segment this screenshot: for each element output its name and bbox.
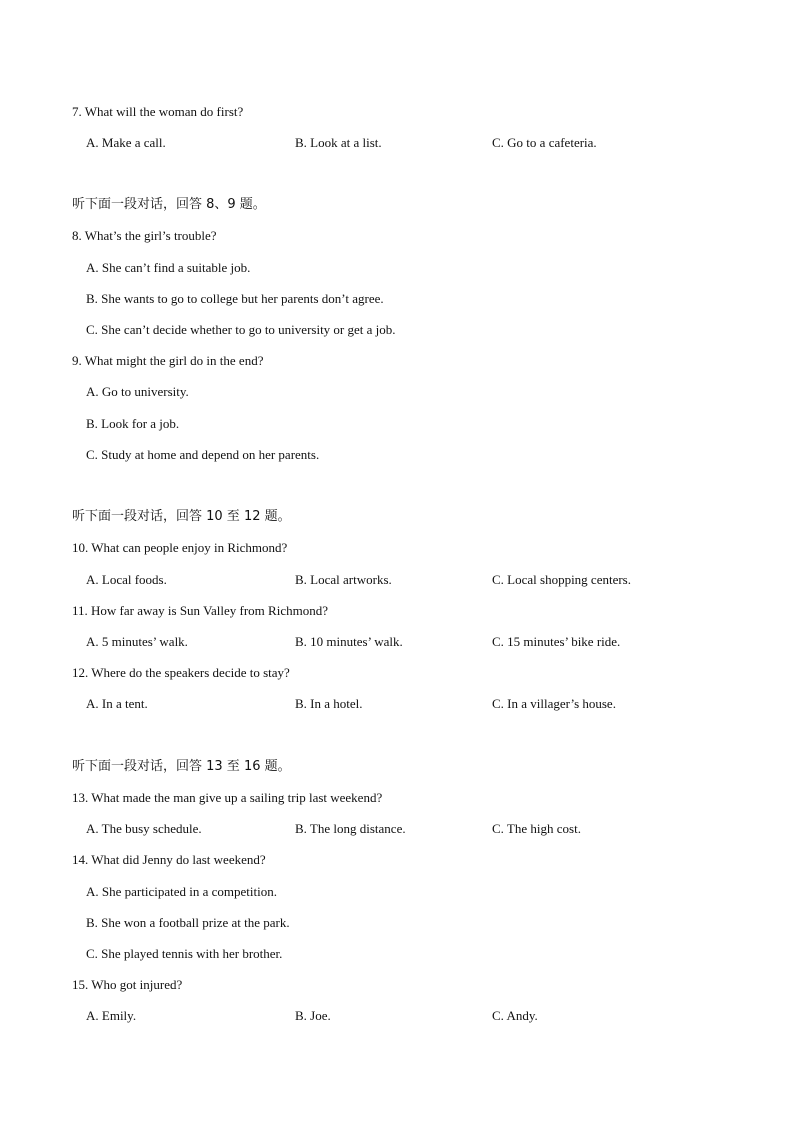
q13-option-a: A. The busy schedule. bbox=[86, 821, 202, 836]
q10-option-a: A. Local foods. bbox=[86, 572, 167, 587]
q10-option-c: C. Local shopping centers. bbox=[492, 572, 631, 587]
q8-option-a: A. She can’t find a suitable job. bbox=[86, 260, 251, 275]
question-11: 11. How far away is Sun Valley from Richmond? bbox=[72, 603, 328, 618]
q12-option-a: A. In a tent. bbox=[86, 696, 148, 711]
question-12: 12. Where do the speakers decide to stay? bbox=[72, 665, 290, 680]
q9-option-b: B. Look for a job. bbox=[86, 416, 180, 431]
q11-option-b: B. 10 minutes’ walk. bbox=[295, 634, 403, 649]
q12-option-b: B. In a hotel. bbox=[295, 696, 363, 711]
question-15: 15. Who got injured? bbox=[72, 977, 183, 992]
q15-option-b: B. Joe. bbox=[295, 1008, 331, 1023]
question-14: 14. What did Jenny do last weekend? bbox=[72, 852, 266, 867]
q13-option-c: C. The high cost. bbox=[492, 821, 581, 836]
question-9: 9. What might the girl do in the end? bbox=[72, 353, 264, 368]
q14-option-b: B. She won a football prize at the park. bbox=[86, 915, 290, 930]
q10-option-b: B. Local artworks. bbox=[295, 572, 392, 587]
section-heading-8-9: 听下面一段对话，回答 8、9 题。 bbox=[72, 197, 266, 212]
q14-option-a: A. She participated in a competition. bbox=[86, 884, 277, 899]
q15-option-c: C. Andy. bbox=[492, 1008, 538, 1023]
q7-option-c: C. Go to a cafeteria. bbox=[492, 135, 597, 150]
question-13: 13. What made the man give up a sailing trip last weekend? bbox=[72, 790, 383, 805]
question-7: 7. What will the woman do first? bbox=[72, 104, 244, 119]
q14-option-c: C. She played tennis with her brother. bbox=[86, 946, 283, 961]
q15-option-a: A. Emily. bbox=[86, 1008, 137, 1023]
q11-option-a: A. 5 minutes’ walk. bbox=[86, 634, 188, 649]
q9-option-a: A. Go to university. bbox=[86, 384, 189, 399]
q7-option-a: A. Make a call. bbox=[86, 135, 166, 150]
q8-option-b: B. She wants to go to college but her parents don’t agree. bbox=[86, 291, 384, 306]
section-heading-13-16: 听下面一段对话，回答 13 至 16 题。 bbox=[72, 759, 291, 774]
q12-option-c: C. In a villager’s house. bbox=[492, 696, 616, 711]
section-heading-10-12: 听下面一段对话，回答 10 至 12 题。 bbox=[72, 509, 291, 524]
question-8: 8. What’s the girl’s trouble? bbox=[72, 228, 217, 243]
q13-option-b: B. The long distance. bbox=[295, 821, 406, 836]
q9-option-c: C. Study at home and depend on her parents. bbox=[86, 447, 320, 462]
q11-option-c: C. 15 minutes’ bike ride. bbox=[492, 634, 621, 649]
question-10: 10. What can people enjoy in Richmond? bbox=[72, 540, 288, 555]
q8-option-c: C. She can’t decide whether to go to university or get a job. bbox=[86, 322, 396, 337]
q7-option-b: B. Look at a list. bbox=[295, 135, 382, 150]
